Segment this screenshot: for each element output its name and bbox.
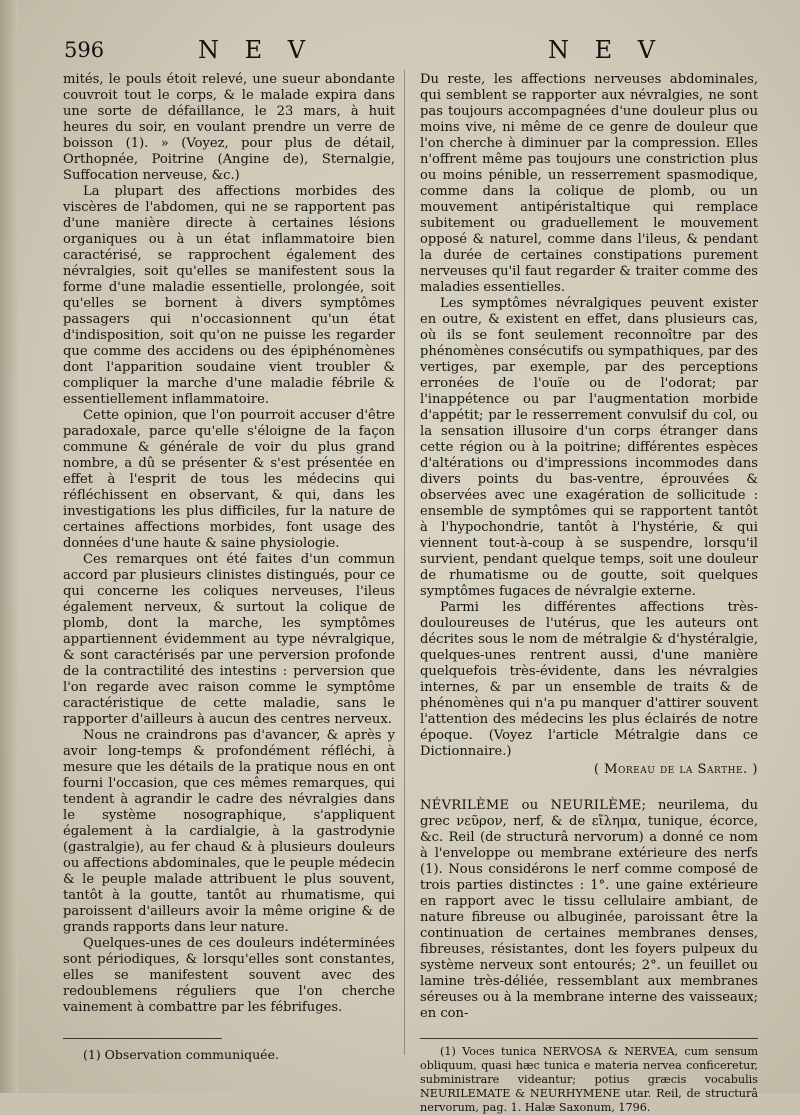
page-edge-shadow: [0, 0, 18, 1093]
paragraph: Ces remarques ont été faites d'un commun accord par plusieurs clinistes distingués, pour ce qui concerne les coliques nerveuses, l'ileus également nerveux, & surtout la colique de plomb, dont la marche, les symptômes appartiennent évidemment au type névralgique, & sont caractérisés par une perversion profonde de la contractilité des intestins : perversion que l'on regarde avec raison comme le symptôme caractéristique de cette maladie, sans le rapporter d'ailleurs à aucun des centres nerveux.: [63, 552, 395, 727]
paragraph: Nous ne craindrons pas d'avancer, & après y avoir long-temps & profondément réfléchi, à mesure que les détails de la pratique nous en ont fourni l'occasion, que ces mêmes remarques, qui tendent à agrandir le cadre des névralgies dans le système nosographique, s'appliquent également à la cardialgie, à la gastrodynie (gastralgie), au fer chaud & à plusieurs douleurs ou affections abdominales, que le peuple médecin & le peuple malade attribuent le plus souvent, tantôt à la goutte, tantôt au rhumatisme, qui paroissent d'ailleurs avoir la même origine & de grands rapports dans leur nature.: [63, 728, 395, 935]
running-header: [0, 38, 800, 68]
footnote: (1) Observation communiquée.: [83, 1047, 279, 1062]
paragraph: La plupart des affections morbides des viscères de l'abdomen, qui ne se rapportent pas d'une manière directe à certaines lésions organiques ou à un état inflammatoire bien caractérisé, se rapprochent également des névralgies, soit qu'elles se manifestent sous la forme d'une maladie essentielle, prolongée, soit qu'elles se bornent à divers symptômes passagers qui n'occasionnent qu'un état d'indisposition, soit qu'on ne puisse les regarder que comme des accidens ou des épiphénomènes dont l'apparition soudaine vient troubler & compliquer la marche d'une maladie fébrile & essentiellement inflammatoire.: [63, 184, 395, 407]
paragraph: Quelques-unes de ces douleurs indéterminées sont périodiques, & lorsqu'elles sont constantes, elles se manifestent souvent avec des redoublemens réguliers que l'on cherche vainement à combattre par les fébrifuges.: [63, 936, 395, 1015]
footnote-rule: [420, 1038, 758, 1039]
right-column: [420, 72, 758, 1115]
dictionary-entry: [420, 798, 758, 1022]
paragraph: mités, le pouls étoit relevé, une sueur abondante couvroit tout le corps, & le malade expira dans une sorte de défaillance, le 23 mars, à huit heures du soir, en voulant prendre un verre de boisson (1). » (Voyez, pour plus de détail, Orthopnée, Poitrine (Angine de), Sternalgie, Suffocation nerveuse, &c.): [63, 72, 395, 183]
footnote-rule: [63, 1038, 222, 1039]
author-signature: ( Moreau de la Sarthe. ): [593, 762, 758, 777]
paragraph: Cette opinion, que l'on pourroit accuser d'être paradoxale, parce qu'elle s'éloigne de la façon commune & générale de voir du plus grand nombre, a dû se présenter & s'est présentée en effet à l'esprit de tous les médecins qui réfléchissent en observant, & qui, dans les investigations les plus difficiles, fur la nature de certaines affections morbides, font usage des données d'une haute & saine physiologie.: [63, 408, 395, 551]
entry-headword: NÉVRILÈME ou NEURILÈME: [420, 798, 642, 813]
running-head-left: N E V: [198, 36, 315, 64]
running-head-right: N E V: [548, 36, 665, 64]
column-divider: [404, 70, 405, 1055]
page-number: 596: [64, 38, 105, 62]
entry-body: ; neurilema, du grec νεῦρον, nerf, & de εἴλημα, tunique, écorce, &c. Reil (de structurâ nervorum) a donné ce nom à l'enveloppe ou membrane extérieure des nerfs (1). Nous considérons le nerf comme composé de trois parties distinctes : 1°. une gaine extérieure en rapport avec le tissu cellulaire ambiant, de nature fibreuse ou albuginée, paroissant être la continuation de certaines membranes denses, fibreuses, résistantes, dont les foyers pulpeux du système nerveux sont entourés; 2°. un feuillet ou lamine très-déliée, ressemblant aux membranes séreuses ou à la membrane interne des vaisseaux; en con-: [420, 798, 759, 1021]
footnote: (1) Voces tunica NERVOSA & NERVEA, cum sensum obliquum, quasi hæc tunica e materia nervea conficeretur, subministrare videantur; potius græcis vocabulis NEURILEMATE & NEURHYMENE utar. Reil, de structurâ nervorum, pag. 1. Halæ Saxonum, 1796.: [420, 1045, 758, 1114]
paragraph: Du reste, les affections nerveuses abdominales, qui semblent se rapporter aux névralgies, ne sont pas toujours accompagnées d'une douleur plus ou moins vive, ni même de ce genre de douleur que l'on cherche à diminuer par la compression. Elles n'offrent même pas toujours une constriction plus ou moins pénible, un resserrement spasmodique, comme dans la colique de plomb, ou un mouvement antipéristaltique qui remplace subitement ou graduellement le mouvement opposé & naturel, comme dans l'ileus, & pendant la durée de certaines constipations purement nerveuses qu'il faut regarder & traiter comme des maladies essentielles.: [420, 72, 758, 295]
left-column: [63, 72, 395, 1062]
paragraph: Les symptômes névralgiques peuvent exister en outre, & existent en effet, dans plusieurs cas, où ils se font seulement reconnoître par des phénomènes consécutifs ou sympathiques, par des vertiges, par exemple, par des perceptions erronées de l'ouïe ou de l'odorat; par l'inappétence ou par l'augmentation morbide d'appétit; par le resserrement convulsif du col, ou la sensation illusoire d'un corps étranger dans cette région ou à la poitrine; différentes espèces d'altérations ou d'impressions incommodes dans divers points du bas-ventre, éprouvées & observées avec une exagération de sollicitude : ensemble de symptômes qui se rapportent tantôt à l'hypochondrie, tantôt à l'hystérie, & qui viennent tout-à-coup à se suspendre, lorsqu'il survient, pendant quelque temps, soit une douleur de rhumatisme ou de goutte, soit quelques symptômes fugaces de névralgie externe.: [420, 296, 758, 599]
paragraph: Parmi les différentes affections très-douloureuses de l'utérus, que les auteurs ont décrites sous le nom de métralgie & d'hystéralgie, quelques-unes rentrent aussi, d'une manière quelquefois très-évidente, dans les névralgies internes, & par un ensemble de traits & de phénomènes qui n'a pu manquer d'attirer souvent l'attention des médecins les plus éclairés de notre époque. (Voyez l'article Métralgie dans ce Dictionnaire.): [420, 600, 758, 759]
